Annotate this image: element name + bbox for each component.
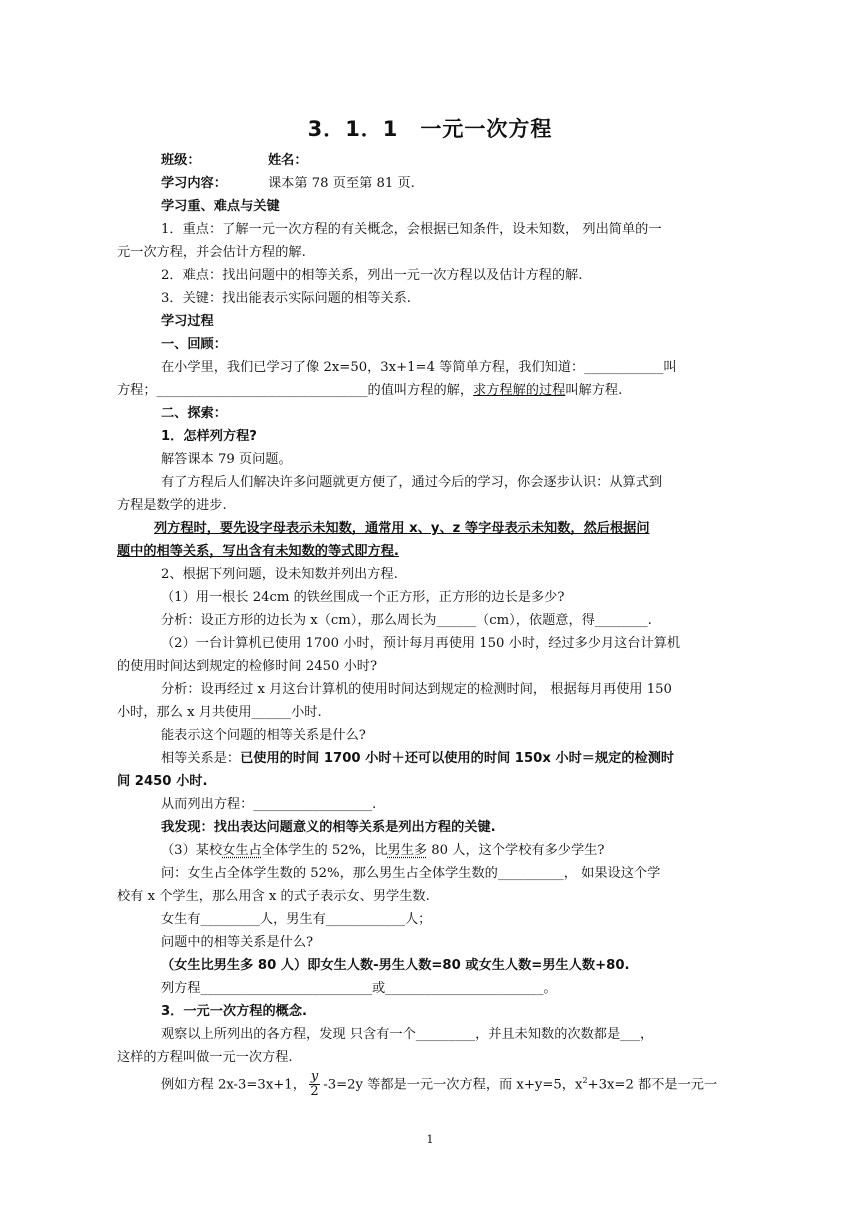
work-5: 列方程__________________________或________________________。 [161,981,557,996]
question-1: （1）用一根长 24cm 的铁丝围成一个正方形，正方形的边长是多少? [161,590,565,605]
example-a: 例如方程 2x-3=3x+1， [161,1077,306,1093]
explore-bold-1: 列方程时，要先设字母表示未知数，通常用 x、y、z 等字母表示未知数，然后根据问 [154,521,650,536]
analysis-1: 分析：设正方形的边长为 x（cm），那么周长为______（cm），依题意，得________. [161,613,652,628]
fraction-y-over-2 [309,1070,320,1099]
review-line-2b: 叫解方程. [565,383,623,398]
key-point-1: 1．重点：了解一元一次方程的有关概念，会根据已知条件，设未知数， 列出简单的一 [161,222,662,237]
fraction-numerator: y [310,1069,319,1085]
review-line-2 [117,381,622,401]
relation-line-2: 间 2450 小时. [117,774,208,789]
example-c: +3x=2 都不是一元一 [587,1077,718,1093]
analysis-2a: 分析：设再经过 x 月这台计算机的使用时间达到规定的检测时间， 根据每月再使用 150 [161,682,672,697]
analysis-2b: 小时，那么 x 月共使用______小时. [117,705,322,720]
key-point-3: 3．关键：找出能表示实际问题的相等关系. [161,291,411,306]
work-1a: 问：女生占全体学生数的 52%，那么男生占全体学生数的__________， 如果设这个学 [161,866,661,881]
explore-sub-3: 3．一元一次方程的概念. [161,1004,308,1019]
work-4: （女生比男生多 80 人）即女生人数-男生人数=80 或女生人数=男生人数+80. [161,958,630,973]
found-line [161,818,496,838]
found-label: 我发现： [161,820,214,835]
equation-line: 从而列出方程：__________________. [161,797,377,812]
q3-dotted-2: 男生多 [387,843,428,858]
ask-relation: 能表示这个问题的相等关系是什么? [161,728,366,743]
process-heading: 学习过程 [161,314,214,329]
review-underlined: 求方程解的过程 [473,383,566,398]
concept-1a: 观察以上所列出的各方程，发现 只含有一个_________，并且未知数的次数都是___， [161,1027,654,1042]
relation-line-1 [161,749,674,769]
explore-p2a: 有了方程后人们解决许多问题就更方便了，通过今后的学习，你会逐步认识：从算式到 [161,475,663,490]
name-label: 姓名： [268,153,308,168]
found-text: 找出表达问题意义的相等关系是列出方程的关键. [213,820,496,835]
page-number: 1 [426,1133,434,1146]
q3-mid: 全体学生的 52%，比 [261,843,388,858]
q3-post: 80 人，这个学校有多少学生? [427,843,605,858]
example-line [161,1064,717,1102]
document-title: 3．1．1 一元一次方程 [307,117,553,141]
explore-p2b: 方程是数学的进步. [117,498,227,513]
explore-p1: 解答课本 79 页问题。 [161,452,292,467]
question-2a: （2）一台计算机已使用 1700 小时，预计每月再使用 150 小时，经过多少月这台计算机 [161,636,681,651]
explore-bold-2: 题中的相等关系，写出含有未知数的等式即方程. [117,544,399,559]
explore-sub-2: 2、根据下列问题，设未知数并列出方程. [161,567,398,582]
content-value: 课本第 78 页至第 81 页. [268,176,415,191]
concept-1b: 这样的方程叫做一元一次方程. [117,1050,293,1065]
fraction-denominator: 2 [310,1084,319,1100]
relation-text: 已使用的时间 1700 小时＋还可以使用的时间 150x 小时＝规定的检测时 [240,751,675,766]
relation-label: 相等关系是： [161,751,241,766]
review-line-1: 在小学里，我们已学习了像 2x=50，3x+1=4 等简单方程，我们知道：____________叫 [161,360,677,375]
review-line-2a: 方程；________________________________的值叫方程的解， [117,383,474,398]
key-point-2: 2．难点：找出问题中的相等关系，列出一元一次方程以及估计方程的解. [161,268,583,283]
question-2b: 的使用时间达到规定的检修时间 2450 小时? [117,659,378,674]
example-superscript: 2 [582,1076,588,1085]
work-3: 问题中的相等关系是什么? [161,935,314,950]
work-1b: 校有 x 个学生，那么用含 x 的式子表示女、男学生数. [117,889,430,904]
key-point-1-cont: 元一次方程，并会估计方程的解. [117,245,306,260]
explore-sub-1: 1．怎样列方程? [161,429,257,444]
review-heading: 一、回顾： [161,337,227,352]
explore-heading: 二、探索： [161,406,227,421]
work-2: 女生有_________人，男生有____________人； [161,912,432,927]
class-label: 班级： [161,153,201,168]
q3-pre: （3）某校 [161,843,223,858]
content-label: 学习内容： [161,176,227,191]
q3-dotted-1: 女生占 [222,843,262,858]
question-3 [161,841,604,861]
key-heading: 学习重、难点与关键 [161,199,280,214]
example-b: -3=2y 等都是一元一次方程，而 x+y=5，x [323,1077,583,1093]
